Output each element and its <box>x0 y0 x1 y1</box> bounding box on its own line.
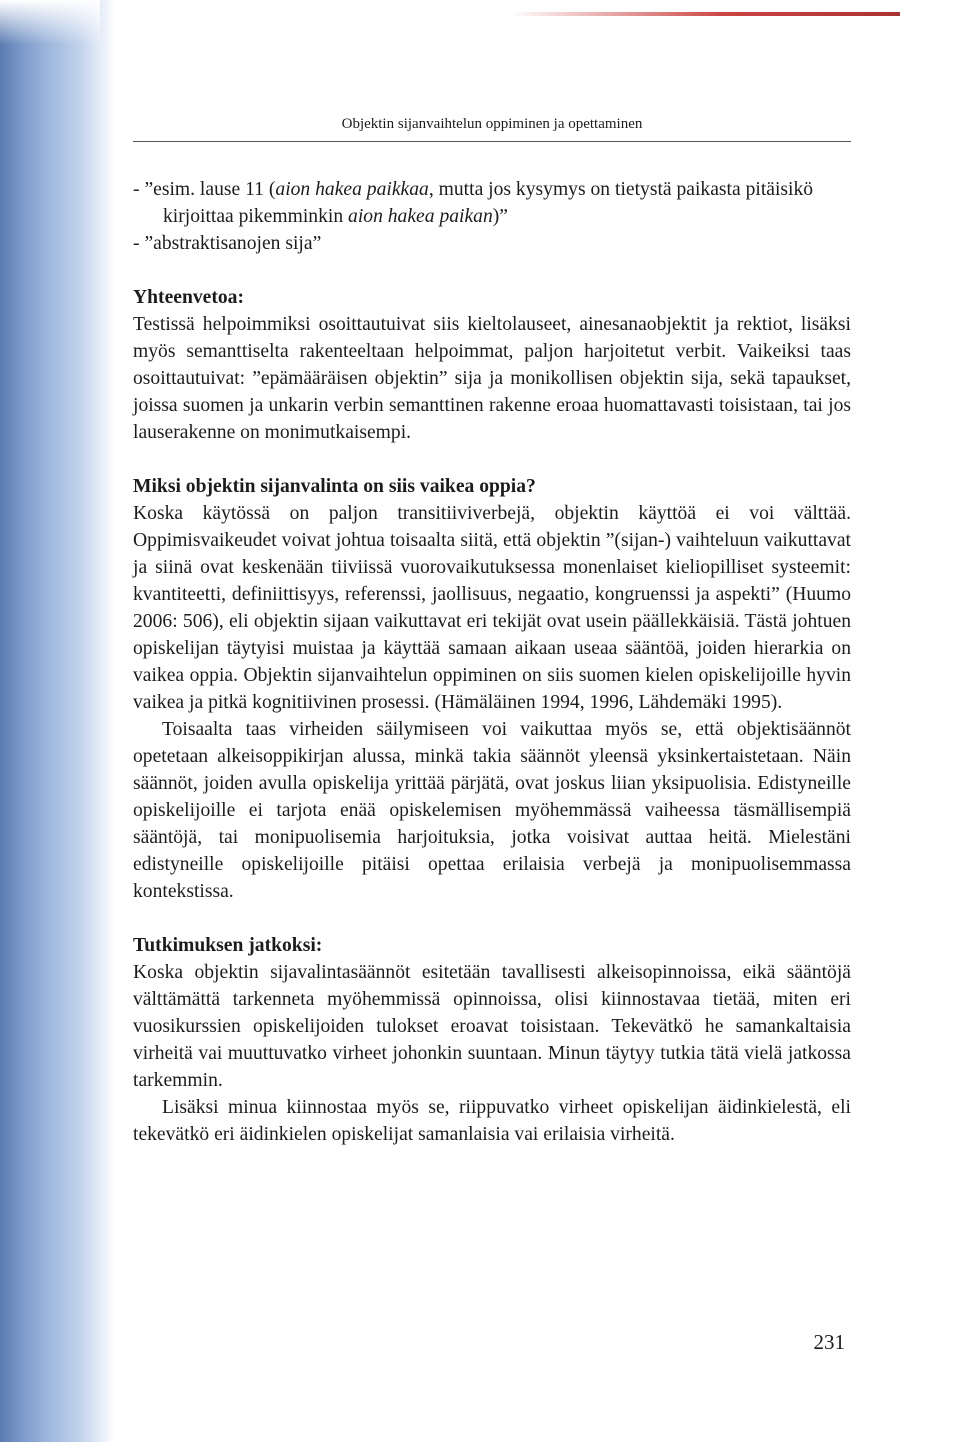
spine-top-fade <box>0 0 100 45</box>
page-edge-mark <box>510 12 900 16</box>
summary-heading: Yhteenvetoa: <box>133 287 244 308</box>
bullet-dash: - <box>133 233 145 254</box>
book-spine-shadow <box>0 0 115 1442</box>
bullet-italic-example: aion hakea paikan <box>348 206 493 227</box>
running-title: Objektin sijanvaihtelun oppiminen ja opettaminen <box>341 116 643 132</box>
difficulty-paragraph-1: Koska käytössä on paljon transitiiviverbejä, objektin käyttöä ei voi välttää. Oppimisvaikeudet voivat johtua toisaalta siitä, että objektin ”(sijan-) vaihteluun vaikuttavat ja siinä ovat keskenään tiiviissä vuorovaikutuksessa monenlaiset kieliopilliset systeemit: kvantiteetti, definiittisyys, referenssi, jaollisuus, negaatio, kongruenssi ja aspekti” (Huumo 2006: 506), eli objektin sijaan vaikuttavat eri tekijät ovat usein päällekkäisiä. Tästä johtuen opiskelijan täytyisi muistaa ja käyttää samaan aikaan useaa sääntöä, joiden hierarkia on vaikea oppia. Objektin sijanvaihtelun oppiminen on siis suomen kielen opiskelijoille hyvin vaikea ja pitkä kognitiivinen prosessi. (Hämäläinen 1994, 1996, Lähdemäki 1995). <box>133 503 851 713</box>
further-research-paragraph-1: Koska objektin sijavalintasäännöt esitetään tavallisesti alkeisopinnoissa, eikä sääntöjä välttämättä tarkenneta myöhemmissä opinnoissa, olisi kiinnostavaa tietää, miten eri vuosikurssien opiskelijoiden tulokset eroavat toisistaan. Tekevätkö he samankaltaisia virheitä vai muuttuvatko virheet johonkin suuntaan. Minun täytyy tutkia tätä vielä jatkossa tarkemmin. <box>133 962 851 1091</box>
summary-paragraph: Testissä helpoimmiksi osoittautuivat siis kieltolauseet, ainesanaobjektit ja rektiot, lisäksi myös semanttiselta rakenteeltaan helpoimmat, paljon harjoitetut verbit. Vaikeiksi taas osoittautuivat: ”epämääräisen objektin” sija ja monikollisen objektin sija, sekä tapaukset, joissa suomen ja unkarin verbin semanttinen rakenne eroaa huomattavasti toisistaan, tai jos lauserakenne on monimutkaisempi. <box>133 314 851 443</box>
bullet-italic-example: aion hakea paikkaa <box>275 179 429 200</box>
further-research-paragraph-2: Lisäksi minua kiinnostaa myös se, riippuvatko virheet opiskelijan äidinkielestä, eli tekevätkö eri äidinkielen opiskelijat samanlaisia vai erilaisia virheitä. <box>133 1097 851 1145</box>
bullet-abstract <box>133 230 851 257</box>
difficulty-heading: Miksi objektin sijanvalinta on siis vaikea oppia? <box>133 476 536 497</box>
bullet-text: ”esim. lause 11 ( <box>144 179 276 200</box>
further-research-heading: Tutkimuksen jatkoksi: <box>133 935 323 956</box>
bullet-example <box>133 176 851 230</box>
page-number: 231 <box>813 1330 845 1354</box>
running-header <box>133 116 851 142</box>
bullet-text: ”abstraktisanojen sija” <box>144 233 322 254</box>
page-body <box>133 176 851 1148</box>
bullet-text: , mutta jos kysymys on tietystä paikasta pitäisikö kirjoittaa pikemminkin <box>163 179 814 227</box>
bullet-dash: - <box>133 179 145 200</box>
difficulty-paragraph-2: Toisaalta taas virheiden säilymiseen voi vaikuttaa myös se, että objektisäännöt opetetaan alkeisoppikirjan alussa, minkä takia säännöt yleensä yksinkertaistetaan. Näin säännöt, joiden avulla opiskelija yrittää pärjätä, ovat joskus liian yksipuolisia. Edistyneille opiskelijoille ei tarjota enää opiskelemisen myöhemmässä vaiheessa täsmällisempiä sääntöjä, tai monipuolisemia harjoituksia, jotka voisivat auttaa heitä. Mielestäni edistyneille opiskelijoille pitäisi opettaa erilaisia verbejä ja monipuolisemmassa kontekstissa. <box>133 719 851 902</box>
bullet-text: )” <box>492 206 509 227</box>
